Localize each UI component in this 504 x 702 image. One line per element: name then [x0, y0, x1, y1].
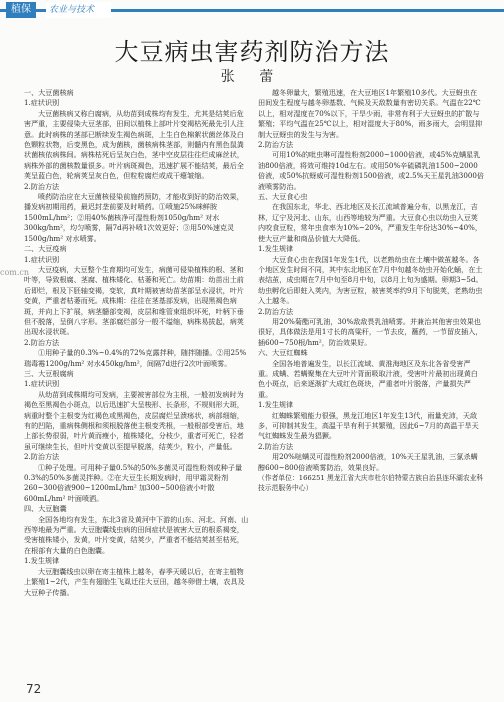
- paragraph: 大豆食心虫在我国1年发生1代，以老熟幼虫在土壤中做茧越冬。各个地区发生时间不同，其中东北地区在7月中旬越冬幼虫开始化蛹，在土表结茧，成虫期在7月中旬至8月中旬，以8月上旬为盛期。卵期3~5d。幼虫孵化后即蛀入荚内，为害豆粒，被害荚率约9月下旬脱荚，老熟幼虫入土越冬。: [258, 254, 483, 306]
- section-tag: 植保: [6, 2, 36, 18]
- paragraph: 可用10%的吡虫啉可湿性粉剂2000~1000倍液，或45%克螨星乳油800倍液，将效可维持10d左右。或用50%辛硫磷乳油1500~2000倍液，或50%抗蚜威可湿性粉剂1500倍液，或2.5%天王星乳油3000倍液喷雾防治。: [258, 150, 484, 191]
- side-watermark: com.cn: [0, 268, 30, 277]
- paragraph: 大豆疫病，大豆整个生育期均可发生，病菌可侵染植株的根、茎和叶等，导致根腐、茎腐、植株矮化、枯萎和死亡。幼苗期：幼苗出土前后即烂，根及下胚轴变褐，变软，真叶期被害幼苗茎部呈水浸状，叶片变黄，严重者枯萎而死。成株期：往往在茎基部发病，出现黑褐色病斑，并向上下扩展，病茎髓部变褐，皮层和维管束组织坏死，叶柄下垂但不脱落，呈倒八字形。茎部腐烂部分一般不缢缩，病株易拔起，病荚出现水浸状斑。: [24, 264, 244, 337]
- article-author: 张 蕾: [220, 69, 284, 85]
- section-heading: 1.发生规律: [24, 556, 60, 566]
- article-title: 大豆病虫害药剂防治方法: [114, 38, 390, 66]
- section-heading: 五、大豆食心虫: [258, 192, 308, 202]
- section-heading: 四、大豆胞囊: [24, 504, 67, 514]
- section-heading: 2.防治方法: [258, 441, 294, 451]
- section-heading: 2.防治方法: [258, 140, 294, 150]
- section-heading: 2.防治方法: [24, 181, 60, 191]
- right-column: [258, 88, 484, 494]
- section-heading: 1.发生规律: [258, 400, 294, 410]
- section-heading: 三、大豆根腐病: [24, 368, 74, 378]
- left-column: [24, 88, 250, 598]
- section-heading: 1.发生规律: [258, 244, 294, 254]
- paragraph: ①用种子量的0.3%~0.4%的72%克露拌种，随拌随播。②用25%瑞毒霉1200g/hm² 对水450kg/hm²，间隔7d进行2次叶面喷雾。: [24, 348, 247, 368]
- section-heading: 一、大豆菌核病: [24, 88, 74, 97]
- paragraph: 用20%菊酯可乳油，30%敌敌畏乳油喷雾。并兼治其他害虫效果也很好，具体做法是用1寸长的高粱秆，一节去皮，蘸药，一节留皮插入，插600~750根/hm²，防治效果好。: [258, 316, 483, 347]
- page-header: [0, 0, 504, 22]
- section-heading: 2.防治方法: [258, 306, 294, 316]
- author-footnote: （作者单位：166251 黑龙江省大庆市杜尔伯特蒙古族自治县连环湖农业科技示范服务中心）: [258, 474, 484, 493]
- paragraph: 用20%哒螨灵可湿性粉剂2000倍液，10%天王星乳油，三氯杀螨醇600~800倍液喷雾防治，效果良好。: [258, 452, 478, 472]
- paragraph: 全国各地普遍发生，以长江流域、黄淮海地区及东北各省受害严重。成螨、若螨聚集在大豆叶片背面吸取汁液，受害叶片最初出现黄白色小斑点，后来逐渐扩大成红色斑块，严重者叶片脱落，产量损失严重。: [258, 358, 478, 399]
- paragraph: 在我国东北，华北、西北地区及长江流域普遍分布，以黑龙江，吉林，辽宁及河北、山东，山西等地较为严重。大豆食心虫以幼虫入豆荚内咬食豆粒，常年虫食率为10%~20%，严重发生年份达30%~40%，使大豆产量和商品价值大大降低。: [258, 202, 482, 243]
- paragraph: 喷药防治应在大豆菌核侵染前施药预防，才能收到好的防治效果，播发病初期用药，最迟封垄前要及时喷药。①喷施25%咪鲜胺1500mL/hm²；②用40%菌核净可湿性粉剂1050g/hm² 对水300kg/hm²，均匀喷雾，隔7d再补喷1次效更好；③用50%速克灵1500g/hm² 对水喷雾。: [24, 192, 244, 243]
- section-heading: 六、大豆红蜘蛛: [258, 348, 308, 358]
- section-heading: 1.症状识别: [24, 379, 60, 389]
- section-heading: 1.症状识别: [24, 98, 60, 108]
- paragraph: 红蜘蛛繁殖能力很强，黑龙江地区1年发生13代，雨量充沛，天敌多，可抑制其发生，高温干旱有利于其繁殖，因此6~7月的高温干旱天气红蜘蛛发生最为猖獗。: [258, 410, 479, 441]
- paragraph: 越冬卵量大，繁殖迅速，在大豆地区1年繁殖10多代。大豆蚜虫在田间发生程度与越冬卵基数、气候及天敌数量有密切关系。气温在22℃以上，相对湿度在70%以下，干旱少雨，非常有利于大豆蚜虫的扩散与繁殖；平均气温在25℃以上，相对湿度大于80%，雨多雨大，会明显抑制大豆蚜虫的发生与为害。: [258, 88, 483, 139]
- paragraph: 大豆胞囊线虫以卵在寄主植株上越冬，春季天暖以后，在寄主植物上繁殖1~2代，产生有翅胎生飞虱迁往大豆田，越冬卵借土壤，农具及大豆种子传播。: [24, 566, 245, 597]
- paragraph: 从幼苗到成株期均可发病，主要被害部位为主根，一般初发病时为褐色至黑褐色小斑点，以后迅速扩大呈梭形、长条形，不规则形大斑，病重时整个主根变为红褐色或黑褐色，皮层腐烂呈溃疡状，病部细缩，有的凹陷，重病株侧根和须根脱落使主根变秃根，一般根部受害后，地上部长势很弱，叶片黄而瘦小，植株矮化，分枝少，重者可死亡，轻者虽可继续生长，但叶片变黄以至提早脱落，结荚少，粒小，产量低。: [24, 389, 244, 451]
- paragraph: 全国各地均有发生，东北3省及黄河中下游的山东、河北、河南、山西等地最为严重。大豆胞囊线虫病的田间症状是被害大豆的根系褐变，受害植株矮小，发黄，叶片变黄，结荚少，严重者不能结荚甚至枯死，在根部有大量的白色胞囊。: [24, 514, 249, 555]
- page-number: 72: [26, 682, 42, 696]
- paragraph: 大豆菌核病又称白腐病，从幼苗到成株均有发生，尤其是结荚后危害严重，主要侵染大豆茎部，田间以植株上部叶片变褐枯死最先引人注意。此时病株的茎部已断续发生褐色病斑，上生白色棉絮状菌丝体及白色颗粒状物，后变黑色，成为菌核，菌核病株茎部，则髓内有黑色鼠粪状菌核依病株间。病株枯死后呈灰白色，茎中空皮层往往烂成麻丝状，病株外部的菌核数量很多。叶片病斑褐色，迅速扩展不能结荚，最后全荚呈蓝白色，轮病荚呈灰白色，但粒粒腐烂或成干瘪皱缩。: [24, 108, 244, 181]
- section-heading: 二、大豆疫病: [24, 244, 67, 254]
- section-heading: 2.防治方法: [24, 452, 60, 462]
- section-heading: 2.防治方法: [24, 337, 60, 347]
- paragraph: ①种子处理。可用种子量0.5%的50%多菌灵可湿性粉剂或种子量0.3%的50%多菌灵拌种。②在大豆生长期发病时，用甲霜灵粉剂260~300倍液900~1200mL/hm² 加300~500倍液小叶散600mL/hm² 叶面喷洒。: [24, 462, 243, 503]
- section-heading: 1.症状识别: [24, 254, 60, 264]
- journal-tag: 农业与技术: [46, 2, 111, 18]
